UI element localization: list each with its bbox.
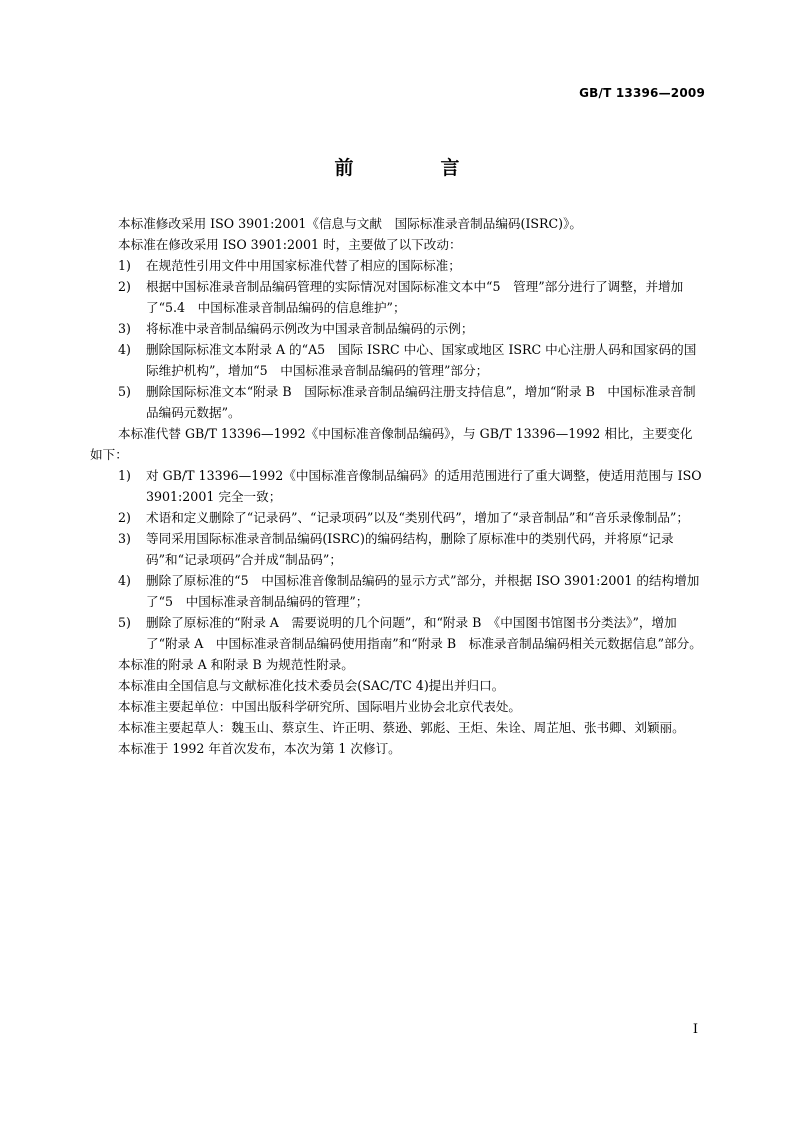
list-item-text: 在规范性引用文件中用国家标准代替了相应的国际标准； (146, 258, 461, 273)
list-item (90, 570, 704, 612)
page-title: 前 言 (334, 157, 494, 179)
list-item-number: 3) (118, 321, 131, 336)
list-item (90, 507, 704, 528)
page-number: I (692, 1022, 698, 1037)
paragraph-drafters: 本标准主要起草人：魏玉山、蔡京生、许正明、蔡逊、郭彪、王炬、朱诠、周芷旭、张书卿、刘颖丽。 (118, 720, 685, 735)
list-item-text: 将标准中录音制品编码示例改为中国录音制品编码的示例； (146, 321, 474, 336)
list-item-number: 3) (118, 531, 131, 546)
list-item-text: 术语和定义删除了“记录码”、“记录项码”以及“类别代码”，增加了“录音制品”和“音乐录像制品”； (146, 510, 689, 525)
list-item (90, 276, 704, 318)
list-item-text: 等同采用国际标准录音制品编码(ISRC)的编码结构，删除了原标准中的类别代码，并将原“记录码”和“记录项码”合并成“制品码”； (146, 531, 674, 567)
paragraph-history: 本标准于 1992 年首次发布，本次为第 1 次修订。 (118, 741, 401, 756)
standard-code: GB/T 13396—2009 (579, 86, 705, 100)
list-item (90, 339, 704, 381)
list-item-text: 删除国际标准文本附录 A 的“A5 国际 ISRC 中心、国家或地区 ISRC 中心注册人码和国家码的国际维护机构”，增加“5 中国标准录音制品编码的管理”部分； (146, 342, 697, 378)
list-item (90, 612, 704, 654)
paragraph-proposer: 本标准由全国信息与文献标准化技术委员会(SAC/TC 4)提出并归口。 (118, 678, 505, 693)
list-item (90, 528, 704, 570)
foreword-body (90, 213, 704, 759)
paragraph-replaces: 本标准代替 GB/T 13396—1992《中国标准音像制品编码》，与 GB/T 13396—1992 相比，主要变化如下： (90, 426, 693, 462)
list-item-text: 删除了原标准的“5 中国标准音像制品编码的显示方式”部分，并根据 ISO 3901:2001 的结构增加了“5 中国标准录音制品编码的管理”； (146, 573, 700, 609)
list-item (90, 318, 704, 339)
paragraph-changes-intro: 本标准在修改采用 ISO 3901:2001 时，主要做了以下改动： (118, 237, 462, 252)
list-item (90, 255, 704, 276)
list-item-text: 对 GB/T 13396—1992《中国标准音像制品编码》的适用范围进行了重大调整，使适用范围与 ISO 3901:2001 完全一致； (146, 468, 702, 504)
list-item-number: 5) (118, 384, 131, 399)
list-item (90, 381, 704, 423)
list-item-number: 2) (118, 510, 131, 525)
list-item-text: 根据中国标准录音制品编码管理的实际情况对国际标准文本中“5 管理”部分进行了调整，并增加了“5.4 中国标准录音制品编码的信息维护”； (146, 279, 684, 315)
list-item-number: 2) (118, 279, 131, 294)
list-item-text: 删除国际标准文本“附录 B 国际标准录音制品编码注册支持信息”，增加“附录 B 中国标准录音制品编码元数据”。 (146, 384, 696, 420)
list-item-number: 4) (118, 342, 131, 357)
list-item-text: 删除了原标准的“附录 A 需要说明的几个问题”，和“附录 B 《中国图书馆图书分类法》”，增加了“附录 A 中国标准录音制品编码使用指南”和“附录 B 标准录音制品编码相关元数据信息”部分。 (146, 615, 702, 651)
list-item (90, 465, 704, 507)
list-item-number: 1) (118, 468, 131, 483)
paragraph-annexes: 本标准的附录 A 和附录 B 为规范性附录。 (118, 657, 354, 672)
list-item-number: 4) (118, 573, 131, 588)
list-item-number: 1) (118, 258, 131, 273)
paragraph-drafting-units: 本标准主要起单位：中国出版科学研究所、国际唱片业协会北京代表处。 (118, 699, 521, 714)
paragraph-adoption: 本标准修改采用 ISO 3901:2001《信息与文献 国际标准录音制品编码(ISRC)》。 (118, 216, 582, 231)
list-item-number: 5) (118, 615, 131, 630)
